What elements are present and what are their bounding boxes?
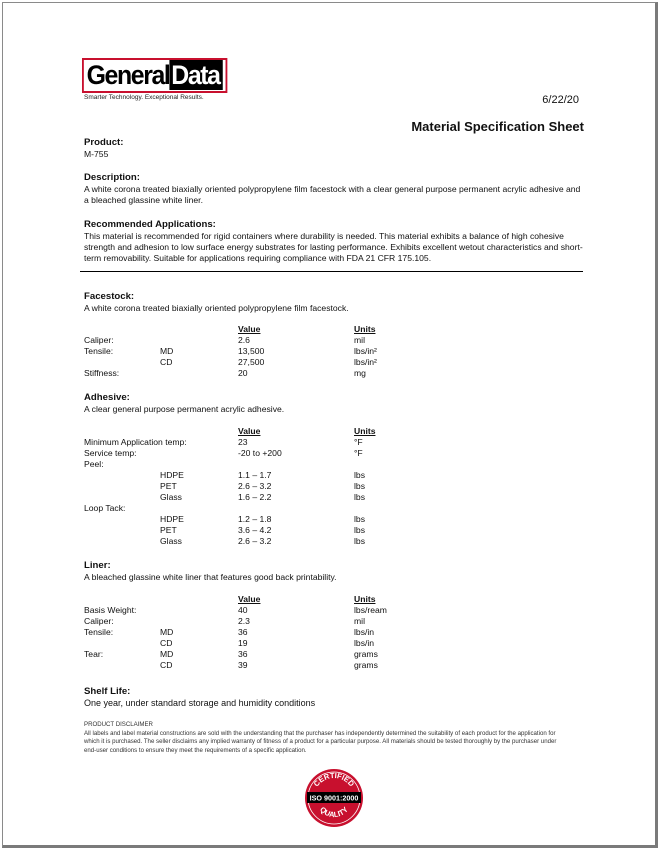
row-sublabel: Glass: [160, 492, 182, 502]
row-sublabel: PET: [160, 525, 177, 535]
row-label: Peel:: [84, 459, 104, 469]
row-value: 39: [238, 660, 248, 670]
applications-heading: Recommended Applications:: [84, 219, 216, 230]
units-column-header: Units: [354, 426, 376, 436]
row-value: 2.6: [238, 335, 250, 345]
row-value: 40: [238, 605, 248, 615]
logo-general: General: [86, 60, 170, 90]
seal-center-text: ISO 9001:2000: [309, 793, 359, 803]
row-value: 1.6 – 2.2: [238, 492, 272, 502]
value-column-header: Value: [238, 324, 261, 334]
document-date: 6/22/20: [542, 94, 579, 106]
row-sublabel: CD: [160, 638, 173, 648]
row-value: 36: [238, 649, 248, 659]
row-unit: mil: [354, 616, 365, 626]
row-sublabel: HDPE: [160, 514, 184, 524]
row-unit: °F: [354, 448, 363, 458]
value-column-header: Value: [238, 426, 261, 436]
company-logo: [82, 58, 240, 93]
seal-top-text: CERTIFIED: [311, 770, 357, 789]
tagline: Smarter Technology. Exceptional Results.: [84, 94, 204, 101]
row-label: Service temp:: [84, 448, 137, 458]
shelf-life-text: One year, under standard storage and humidity conditions: [84, 698, 316, 708]
row-value: 3.6 – 4.2: [238, 525, 272, 535]
liner-text: A bleached glassine white liner that features good back printability.: [84, 572, 337, 582]
units-column-header: Units: [354, 594, 376, 604]
description-section: [84, 172, 584, 206]
row-unit: lbs/in: [354, 627, 375, 637]
row-label: Minimum Application temp:: [84, 437, 187, 447]
row-unit: lbs: [354, 525, 365, 535]
row-value: 2.6 – 3.2: [238, 536, 272, 546]
row-value: -20 to +200: [238, 448, 282, 458]
row-unit: lbs/in²: [354, 346, 377, 356]
section-divider: [80, 271, 583, 272]
row-label: Caliper:: [84, 616, 114, 626]
row-sublabel: Glass: [160, 536, 182, 546]
row-unit: lbs/ream: [354, 605, 387, 615]
row-value: 23: [238, 437, 248, 447]
row-sublabel: CD: [160, 660, 173, 670]
logo-data: Data: [169, 60, 222, 90]
row-value: 20: [238, 368, 248, 378]
value-column-header: Value: [238, 594, 261, 604]
product-section: [84, 137, 584, 160]
row-unit: mil: [354, 335, 365, 345]
row-sublabel: HDPE: [160, 470, 184, 480]
row-unit: lbs/in²: [354, 357, 377, 367]
row-label: Tensile:: [84, 627, 114, 637]
adhesive-heading: Adhesive:: [84, 392, 130, 403]
disclaimer-heading: PRODUCT DISCLAIMER: [84, 721, 153, 728]
row-unit: lbs/in: [354, 638, 375, 648]
iso-certified-seal-icon: [304, 768, 364, 828]
row-value: 36: [238, 627, 248, 637]
row-label: Tensile:: [84, 346, 114, 356]
description-text: A white corona treated biaxially oriented polypropylene film facestock with a clear general purpose permanent acrylic adhesive and a bleached glassine white liner.: [84, 184, 581, 205]
row-unit: lbs: [354, 481, 365, 491]
adhesive-text: A clear general purpose permanent acrylic adhesive.: [84, 404, 285, 414]
liner-section: [84, 560, 584, 583]
row-unit: °F: [354, 437, 363, 447]
row-value: 19: [238, 638, 248, 648]
row-unit: grams: [354, 649, 378, 659]
applications-text: This material is recommended for rigid containers where durability is needed. This material exhibits a balance of high cohesive strength and adhesion to low surface energy substrates for lasting performance. Exhibits excellent wetout characteristics and short-term removability. Suitable for applications requiring compliance with FDA 21 CFR 175.105.: [84, 231, 583, 263]
liner-heading: Liner:: [84, 560, 111, 571]
units-column-header: Units: [354, 324, 376, 334]
disclaimer-section: [84, 721, 570, 755]
row-sublabel: CD: [160, 357, 173, 367]
row-unit: mg: [354, 368, 366, 378]
row-label: Loop Tack:: [84, 503, 126, 513]
row-sublabel: MD: [160, 346, 174, 356]
row-label: Tear:: [84, 649, 104, 659]
row-unit: lbs: [354, 470, 365, 480]
product-value: M-755: [84, 149, 109, 159]
row-label: Stiffness:: [84, 368, 120, 378]
row-label: Caliper:: [84, 335, 114, 345]
seal-bottom-text: QUALITY: [318, 804, 350, 820]
applications-section: [84, 219, 584, 264]
facestock-heading: Facestock:: [84, 291, 135, 302]
page-title: Material Specification Sheet: [411, 119, 584, 134]
shelf-life-section: [84, 686, 584, 709]
row-value: 2.3: [238, 616, 250, 626]
row-value: 27,500: [238, 357, 265, 367]
row-unit: grams: [354, 660, 378, 670]
disclaimer-text: All labels and label material constructions are sold with the understanding that the purchaser has independently determined the suitability of each product for the application for which it is purchased. The seller disclaims any implied warranty of fitness of a product for a particular purpose. All materials should be tested thoroughly by the purchaser under end-user conditions to ensure they meet the requirements of a specific application.: [84, 729, 557, 754]
row-unit: lbs: [354, 492, 365, 502]
row-label: Basis Weight:: [84, 605, 137, 615]
facestock-section: [84, 291, 584, 314]
row-value: 1.2 – 1.8: [238, 514, 272, 524]
row-value: 1.1 – 1.7: [238, 470, 272, 480]
row-unit: lbs: [354, 536, 365, 546]
facestock-text: A white corona treated biaxially oriented polypropylene film facestock.: [84, 303, 349, 313]
row-value: 2.6 – 3.2: [238, 481, 272, 491]
row-unit: lbs: [354, 514, 365, 524]
adhesive-section: [84, 392, 584, 415]
description-heading: Description:: [84, 172, 140, 183]
row-value: 13,500: [238, 346, 265, 356]
row-sublabel: MD: [160, 649, 174, 659]
product-heading: Product:: [84, 137, 124, 148]
row-sublabel: PET: [160, 481, 177, 491]
logo-wordmark: [82, 58, 227, 93]
row-sublabel: MD: [160, 627, 174, 637]
shelf-life-heading: Shelf Life:: [84, 686, 131, 697]
